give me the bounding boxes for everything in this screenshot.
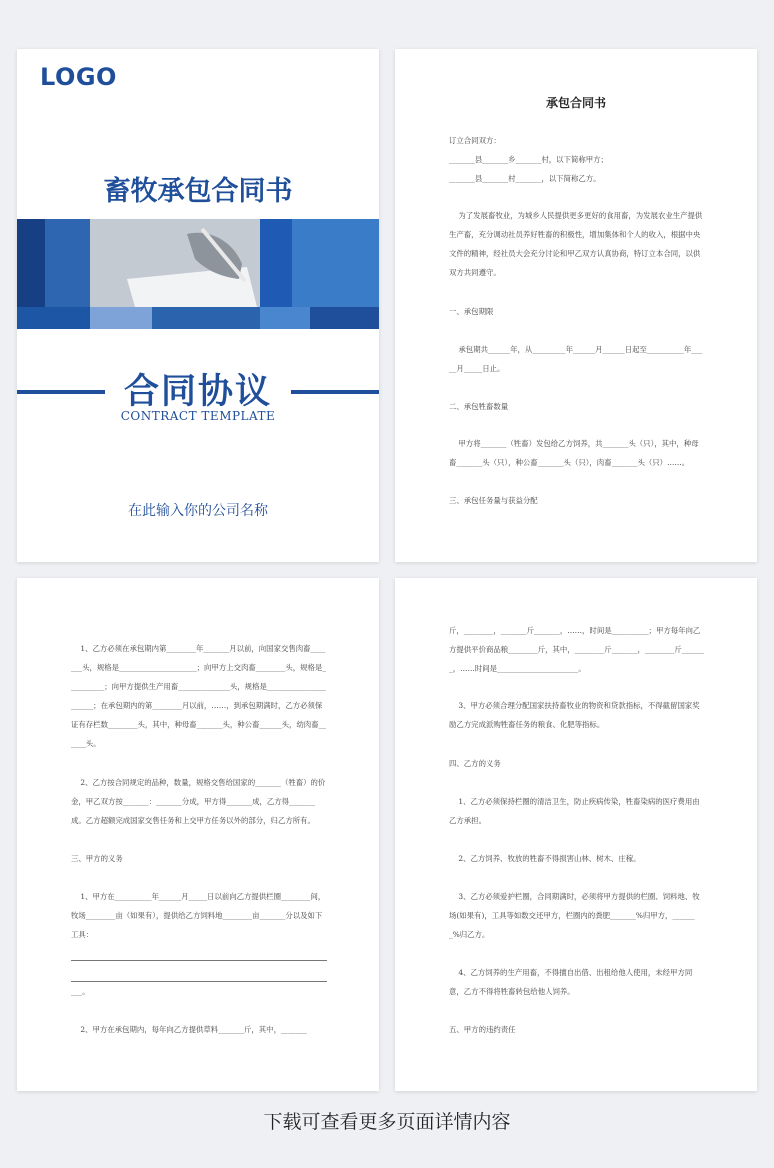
band-bottom-3 [152, 307, 260, 329]
band-mid-left [45, 219, 90, 307]
section-heading: 三、承包任务量与获益分配 [449, 496, 538, 505]
contract-page-3 [17, 578, 379, 1091]
paragraph: 3、甲方必须合理分配国家扶持畜牧业的物资和贷款指标，不得截留国家奖励乙方完成派购牲畜任务的粮食、化肥等指标。 [449, 701, 700, 729]
cover-heading: 合同协议 [123, 372, 272, 412]
paragraph: 1、乙方必须保持栏圈的清洁卫生，防止疾病传染，牲畜染病的医疗费用由乙方承担。 [449, 797, 700, 825]
cover-subtitle: CONTRACT TEMPLATE [120, 409, 276, 423]
company-name: 在此输入你的公司名称 [128, 503, 268, 519]
section-heading: 二、承包牲畜数量 [449, 402, 509, 411]
contract-page-4 [395, 578, 757, 1091]
band-bottom-5 [310, 307, 379, 329]
paragraph: 2、乙方按合同规定的品种，数量，规格交售给国家的_______（牲畜）的价金，甲乙双方按_______：_______分成，甲方得_______成，乙方得_______成。乙方超额完成国家交售任务和上交甲方任务以外的部分，归乙方所有。 [71, 778, 326, 825]
contract-page-2 [395, 49, 757, 562]
paragraph: 3、乙方必须爱护栏圈，合同期满时，必须将甲方提供的栏圈、饲料地、牧场(如果有)，工具等如数交还甲方，栏圈内的粪肥_______%归甲方，_______%归乙方。 [449, 892, 700, 939]
band-right-1 [260, 219, 292, 307]
band-bottom-1 [17, 307, 90, 329]
paragraph: 斤，________，_______斤_______，……，时间是__________；甲方每年向乙方提供平价商品粮________斤，其中，________斤_______，________斤_______，……时间是______________________。 [449, 626, 704, 673]
paragraph: 订立合同双方： [449, 136, 501, 145]
blank-lines [71, 940, 327, 982]
paragraph: 承包期共______年，从_________年______月______日起至__________年_____月_____日止。 [449, 345, 703, 373]
cover-title: 畜牧承包合同书 [103, 176, 293, 207]
section-heading: 五、甲方的违约责任 [449, 1025, 516, 1034]
paragraph: 为了发展畜牧业，为城乡人民提供更多更好的食用畜，为发展农业生产提供生产畜，充分调动社员养好牲畜的积极性，增加集体和个人的收入，根据中央文件的精神，经社员大会充分讨论和甲乙双方认真协商，特订立本合同，以供双方共同遵守。 [449, 211, 703, 277]
footer-caption: 下载可查看更多页面详情内容 [263, 1111, 511, 1133]
section-heading: 一、承包期限 [449, 307, 494, 316]
paragraph: ___。 [71, 987, 90, 996]
cover-photo-band [17, 219, 379, 329]
logo: LOGO [40, 63, 117, 91]
band-bottom-4 [260, 307, 310, 329]
section-heading: 四、乙方的义务 [449, 759, 501, 768]
paragraph: 2、乙方饲养、牧放的牲畜不得损害山林、树木、庄稼。 [449, 854, 641, 863]
band-bottom-2 [90, 307, 152, 329]
paragraph: 4、乙方饲养的生产用畜，不得擅自出借、出租给他人使用，未经甲方同意，乙方不得将牲畜转包给他人饲养。 [449, 968, 693, 996]
paragraph: 1、甲方在__________年______月_____日以前向乙方提供栏圈________间，牧场________亩（如果有），提供给乙方饲料地________亩_______分以及如下工具： [71, 892, 326, 939]
band-right-2 [292, 219, 379, 307]
cover-page [17, 49, 379, 562]
paragraph: 1、乙方必须在承包期内第________年_______月以前，向国家交售肉畜_______头，规格是_____________________；向甲方上交肉畜________头，规格是__________；向甲方提供生产用畜______________头，规格是______________________；在承包期内的第________月以前，……，到承包期满时，乙方必须保证有存栏数________头，其中，种母畜_______头，种公畜______头，幼肉畜______头。 [71, 644, 326, 748]
paragraph: _______县_______乡_______村，以下简称甲方； _______县_______村_______，以下简称乙方。 [449, 155, 608, 183]
doc-title: 承包合同书 [545, 96, 606, 110]
paragraph: 甲方将_______（牲畜）发包给乙方饲养，共_______头（只），其中，种母畜_______头（只），种公畜_______头（只），肉畜_______头（只）……。 [449, 439, 699, 467]
section-heading: 三、甲方的义务 [71, 854, 123, 863]
band-dark-left [17, 219, 45, 307]
paragraph: 2、甲方在承包期内，每年向乙方提供草料_______斤，其中，_______ [71, 1025, 307, 1034]
